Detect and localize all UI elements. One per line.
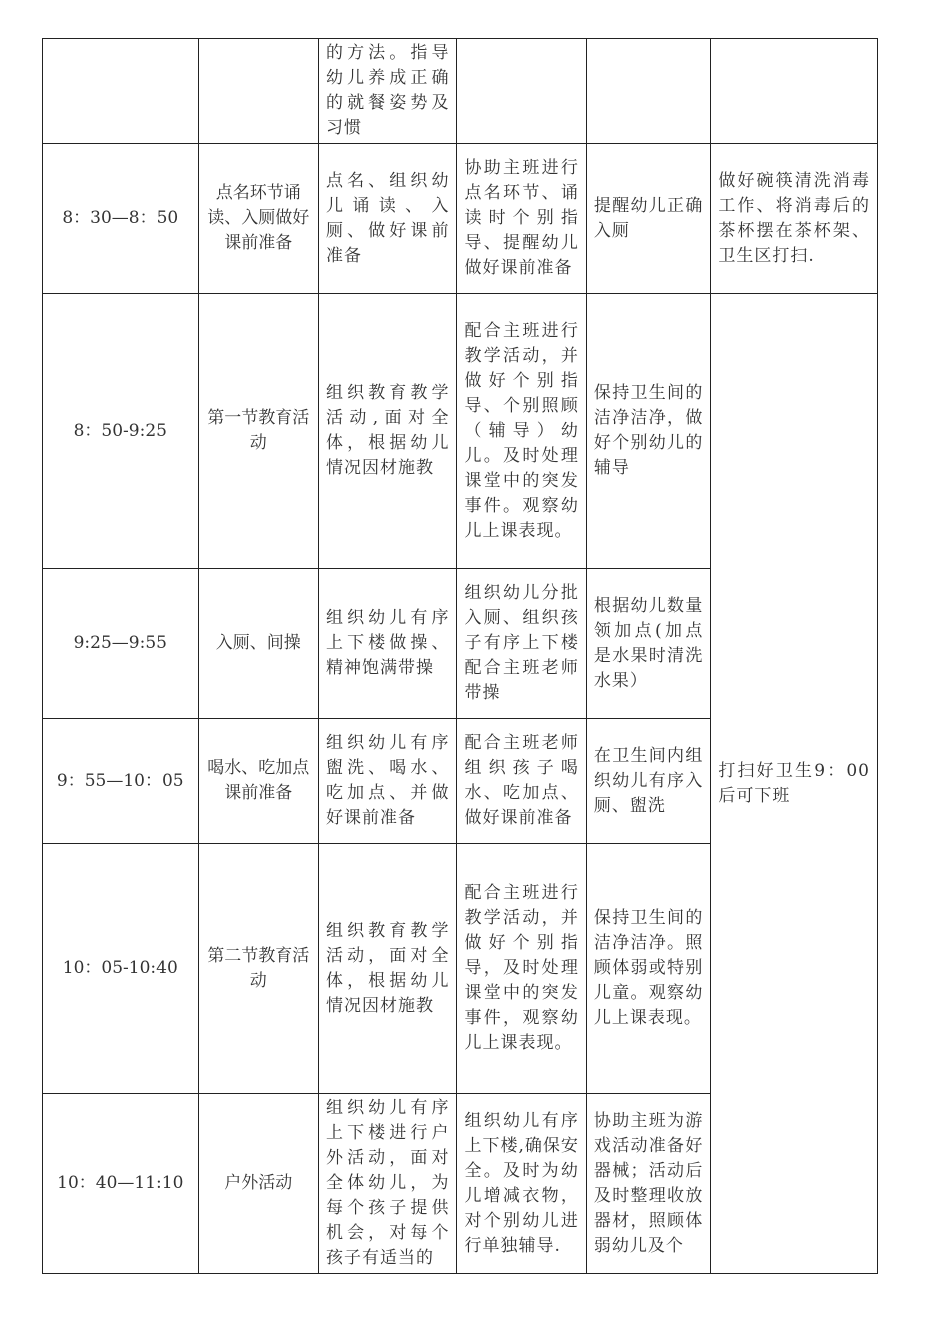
assistant-teacher-cell xyxy=(457,39,586,144)
time-cell: 8：50-9:25 xyxy=(43,294,199,569)
time-cell: 8：30—8：50 xyxy=(43,144,199,294)
nurse-cell: 根据幼儿数量领加点(加点是水果时清洗水果） xyxy=(586,569,710,719)
activity-cell: 喝水、吃加点课前准备 xyxy=(198,719,318,844)
cleaning-note: 打扫好卫生9：00后可下班 xyxy=(718,760,870,806)
table-row xyxy=(43,144,878,294)
activity-cell: 第一节教育活动 xyxy=(198,294,318,569)
time-cell: 10：05-10:40 xyxy=(43,844,199,1094)
nurse-cell: 提醒幼儿正确入厕 xyxy=(586,144,710,294)
time-cell: 9：55—10：05 xyxy=(43,719,199,844)
nurse-cell: 协助主班为游戏活动准备好器械；活动后及时整理收放器材，照顾体弱幼儿及个 xyxy=(586,1094,710,1274)
assistant-teacher-cell: 组织幼儿有序上下楼,确保安全。及时为幼儿增减衣物，对个别幼儿进行单独辅导. xyxy=(457,1094,586,1274)
time-cell: 9:25—9:55 xyxy=(43,569,199,719)
cleaning-cell: 做好碗筷清洗消毒工作、将消毒后的茶杯摆在茶杯架、卫生区打扫. xyxy=(711,144,878,294)
cleaning-cell xyxy=(711,294,878,1274)
assistant-teacher-cell: 配合主班进行教学活动，并做好个别指导、个别照顾（辅导）幼儿。及时处理课堂中的突发事件。观察幼儿上课表现。 xyxy=(457,294,586,569)
nurse-cell xyxy=(586,39,710,144)
main-teacher-cell: 组织幼儿有序盥洗、喝水、吃加点、并做好课前准备 xyxy=(318,719,456,844)
cleaning-cell xyxy=(711,39,878,144)
assistant-teacher-cell: 协助主班进行点名环节、诵读时个别指导、提醒幼儿做好课前准备 xyxy=(457,144,586,294)
main-teacher-cell: 组织教育教学活动,面对全体，根据幼儿情况因材施教 xyxy=(318,294,456,569)
assistant-teacher-cell: 配合主班进行教学活动，并做好个别指导，及时处理课堂中的突发事件，观察幼儿上课表现。 xyxy=(457,844,586,1094)
assistant-teacher-cell: 配合主班老师组织孩子喝水、吃加点、做好课前准备 xyxy=(457,719,586,844)
main-teacher-cell: 组织幼儿有序上下楼进行户外活动，面对全体幼儿，为每个孩子提供机会，对每个孩子有适当的 xyxy=(318,1094,456,1274)
nurse-cell: 在卫生间内组织幼儿有序入厕、盥洗 xyxy=(586,719,710,844)
time-cell xyxy=(43,39,199,144)
main-teacher-cell: 组织教育教学活动，面对全体，根据幼儿情况因材施教 xyxy=(318,844,456,1094)
activity-cell xyxy=(198,39,318,144)
activity-cell: 点名环节诵读、入厕做好课前准备 xyxy=(198,144,318,294)
nurse-cell: 保持卫生间的洁净洁净。照顾体弱或特别儿童。观察幼儿上课表现。 xyxy=(586,844,710,1094)
time-cell: 10：40—11:10 xyxy=(43,1094,199,1274)
activity-cell: 第二节教育活动 xyxy=(198,844,318,1094)
main-teacher-cell: 点名、组织幼儿诵读、入厕、做好课前准备 xyxy=(318,144,456,294)
table-row xyxy=(43,39,878,144)
table-row xyxy=(43,294,878,569)
main-teacher-cell: 的方法。指导幼儿养成正确的就餐姿势及习惯 xyxy=(318,39,456,144)
main-teacher-cell: 组织幼儿有序上下楼做操、精神饱满带操 xyxy=(318,569,456,719)
schedule-table xyxy=(42,38,878,1274)
activity-cell: 入厕、间操 xyxy=(198,569,318,719)
nurse-cell: 保持卫生间的洁净洁净，做好个别幼儿的辅导 xyxy=(586,294,710,569)
activity-cell: 户外活动 xyxy=(198,1094,318,1274)
assistant-teacher-cell: 组织幼儿分批入厕、组织孩子有序上下楼配合主班老师带操 xyxy=(457,569,586,719)
